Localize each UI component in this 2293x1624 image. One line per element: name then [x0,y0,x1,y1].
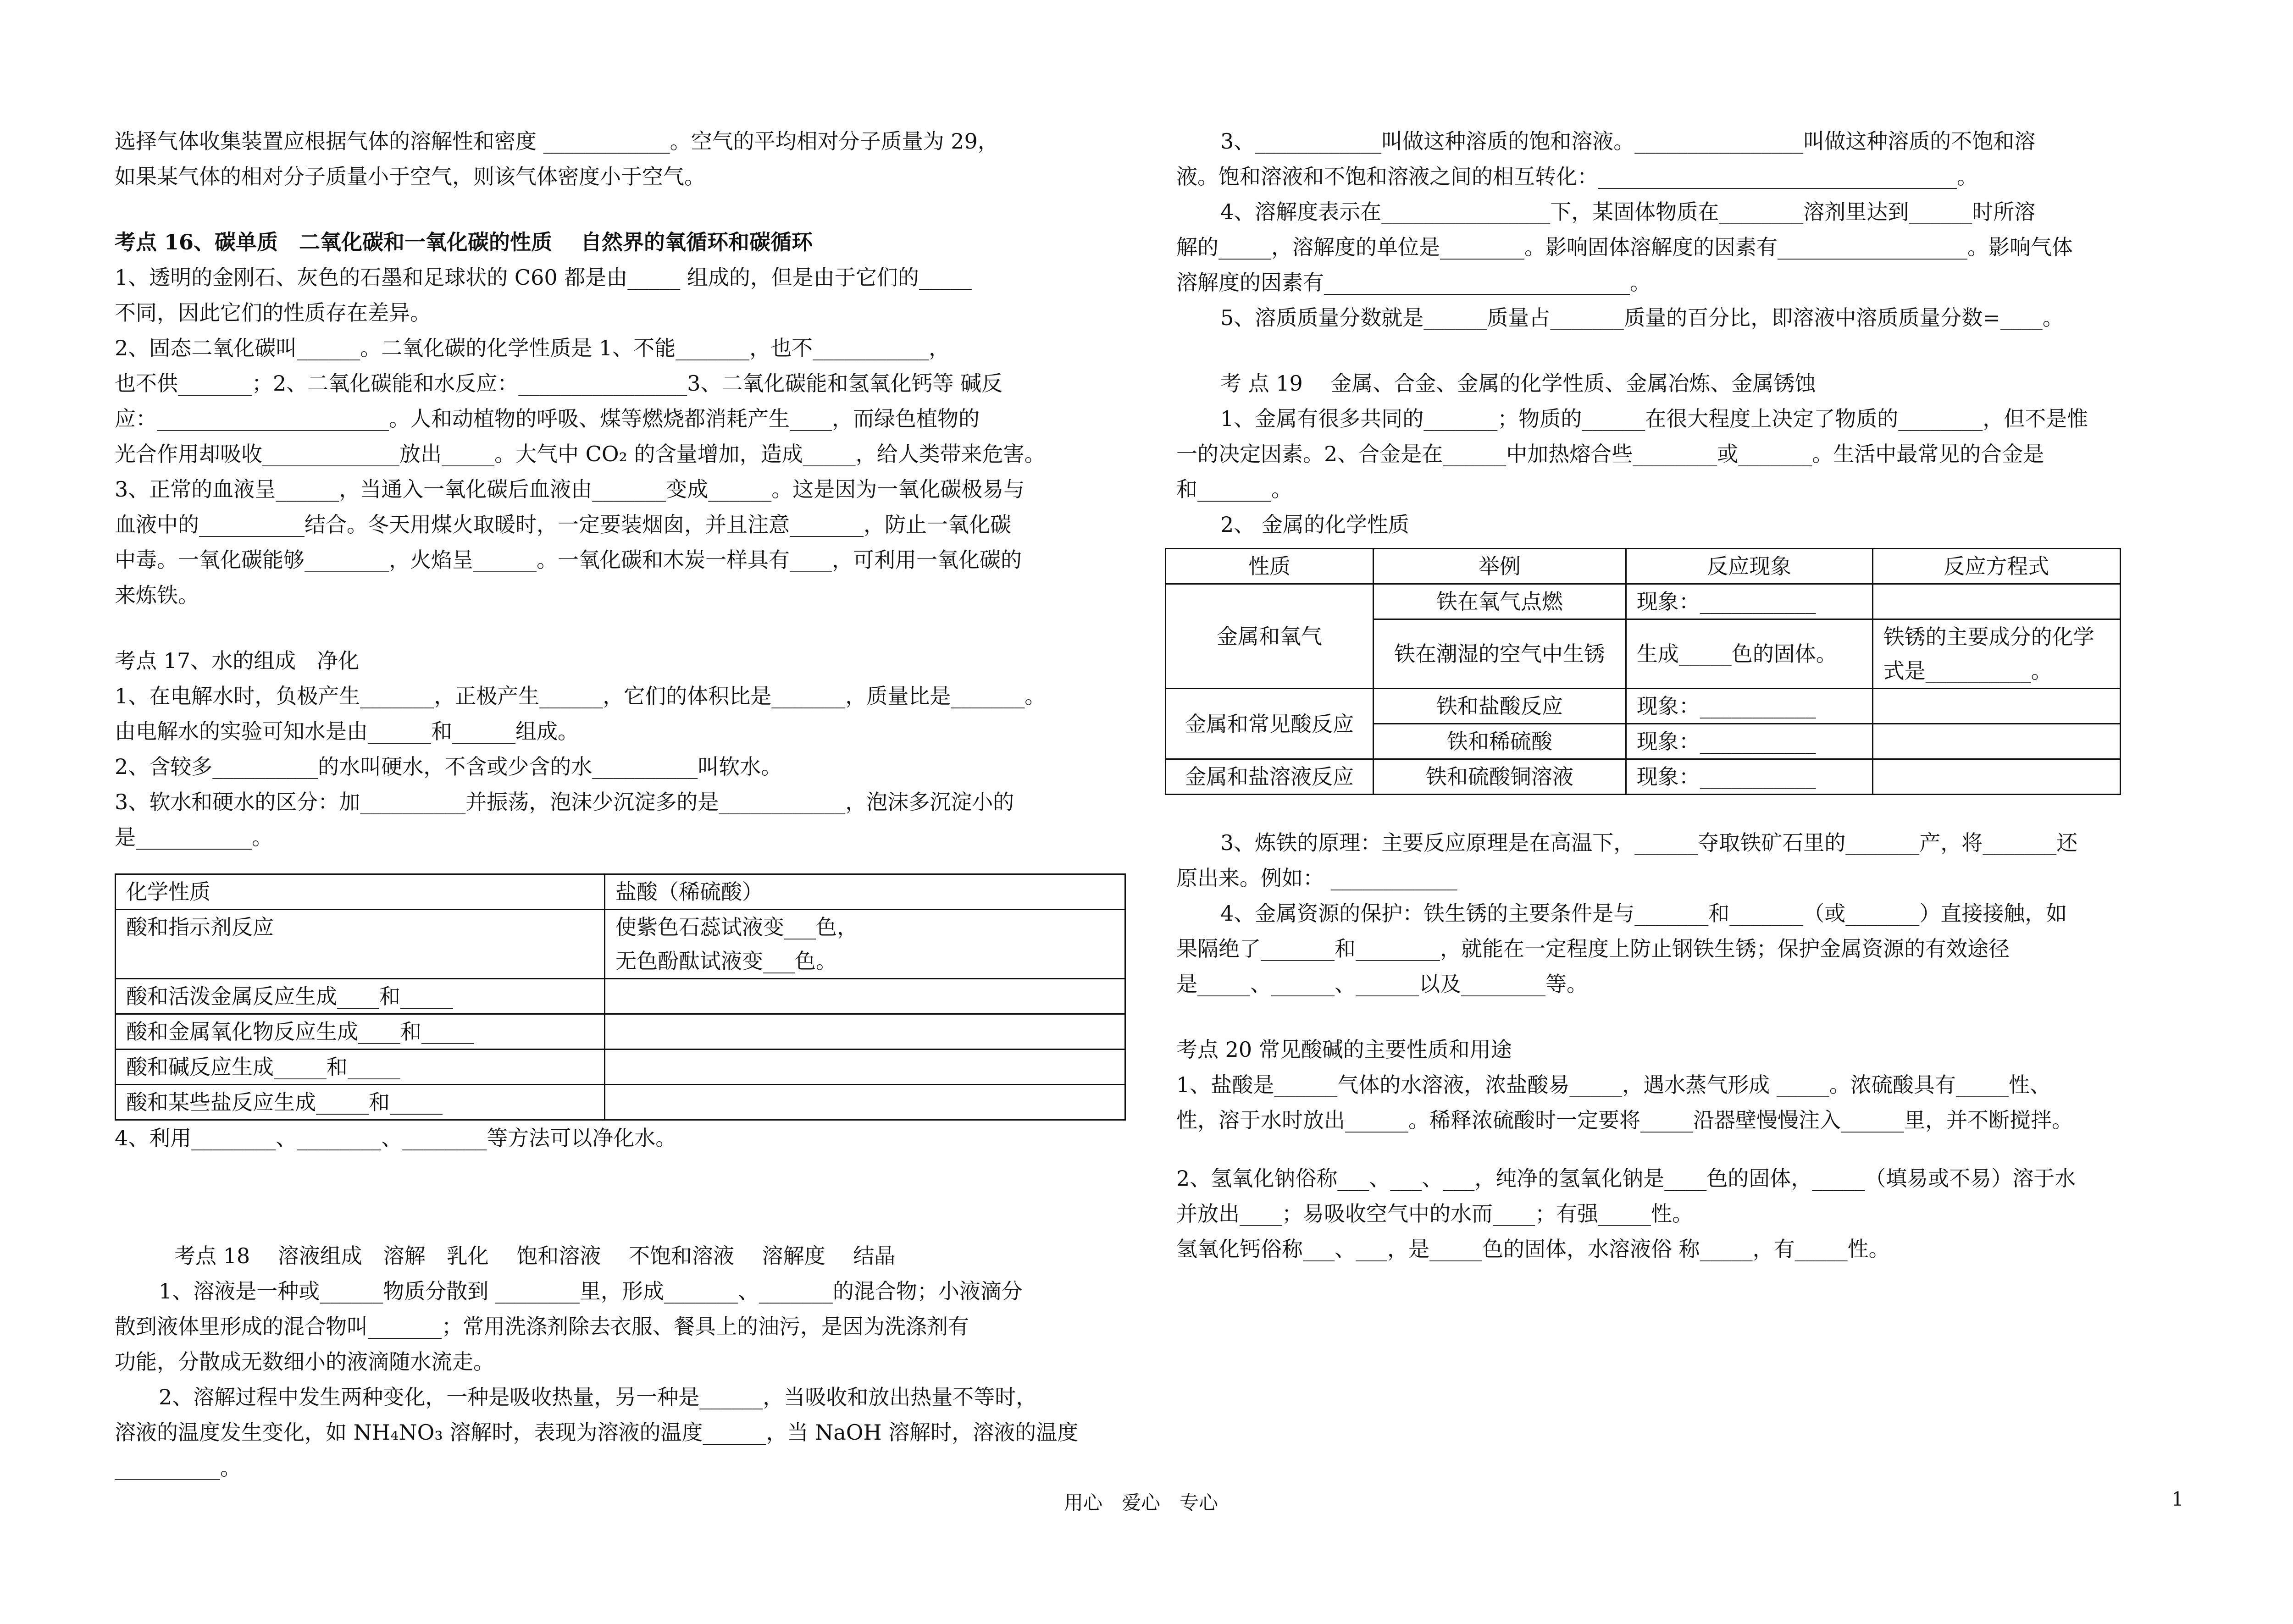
body-line: 3、____________叫做这种溶质的饱和溶液。________________叫做这种溶质的不饱和溶 [1220,129,2036,154]
acid-properties-table [115,873,1126,1121]
table-header-cell: 性质 [1166,549,1374,584]
table-cell: 铁在潮湿的空气中生锈 [1373,619,1626,689]
table-cell: 生成_____色的固体。 [1626,619,1872,689]
intro-line: 选择气体收集装置应根据气体的溶解性和密度 ____________。空气的平均相对分子质量为 29， [115,129,999,154]
body-line: 也不供_______；2、二氧化碳能和水反应：________________3、二氧化碳能和氢氧化钙等 碱反 [115,371,1003,396]
table-header-cell: 化学性质 [116,874,605,910]
table-cell [1872,689,2120,724]
table-cell: 金属和盐溶液反应 [1166,759,1374,795]
body-line: 是___________。 [115,825,273,850]
body-line: 光合作用却吸收_____________放出_____。大气中 CO₂ 的含量增加，造成_____，给人类带来危害。 [115,442,1046,466]
table-row [1166,584,2121,619]
footer-motto: 用心 爱心 专心 [1064,1491,1219,1514]
table-cell: 酸和活泼金属反应生成____和_____ [116,979,605,1014]
table-header-cell: 反应方程式 [1872,549,2120,584]
table-row [116,910,1125,979]
body-line: 和_______。 [1176,477,1292,502]
body-line: 1、金属有很多共同的_______；物质的______在很大程度上决定了物质的________，但不是惟 [1220,406,2088,431]
table-header-row [1166,549,2121,584]
body-line: 溶液的温度发生变化，如 NH₄NO₃ 溶解时，表现为溶液的温度______，当 NaOH 溶解时，溶液的温度__________。 [115,1420,1079,1480]
subheading: 2、 金属的化学性质 [1220,512,1409,537]
table-row [1166,759,2121,795]
body-line: 血液中的__________结合。冬天用煤火取暖时，一定要装烟囱，并且注意_______，防止一氧化碳 [115,512,1011,537]
body-line: 1、溶液是一种或______物质分散到 ________里，形成_______、_______的混合物；小液滴分 [159,1279,1023,1304]
table-cell: 现象：___________ [1626,584,1872,619]
body-line: 3、正常的血液呈______，当通入一氧化碳后血液由_______变成______。这是因为一氧化碳极易与 [115,477,1025,502]
body-line: 3、炼铁的原理：主要反应原理是在高温下，______夺取铁矿石里的_______产，将_______还 [1220,830,2078,855]
table-row [1166,689,2121,724]
table-row [116,1014,1125,1050]
body-line: 功能，分散成无数细小的液滴随水流走。 [115,1349,494,1374]
body-line: 溶解度的因素有_____________________________。 [1176,270,1651,295]
table-row [116,1050,1125,1085]
body-line: 液。饱和溶液和不饱和溶液之间的相互转化：__________________________________。 [1176,164,1978,189]
metal-properties-table [1165,548,2121,795]
table-cell: 铁和盐酸反应 [1373,689,1626,724]
right-column [1176,124,2197,1267]
section-heading-16: 考点 16、碳单质 二氧化碳和一氧化碳的性质 自然界的氧循环和碳循环 [115,230,813,254]
body-line: 2、溶解过程中发生两种变化，一种是吸收热量，另一种是______，当吸收和放出热量不等时， [159,1385,1037,1409]
intro-line: 如果某气体的相对分子质量小于空气，则该气体密度小于空气。 [115,164,705,189]
table-cell: 现象：___________ [1626,689,1872,724]
table-cell: 金属和氧气 [1166,584,1374,689]
body-line: 4、溶解度表示在________________下，某固体物质在________溶剂里达到______时所溶 [1220,199,2036,224]
table-cell: 酸和碱反应生成_____和_____ [116,1050,605,1085]
body-line: 散到液体里形成的混合物叫_______；常用洗涤剂除去衣服、餐具上的油污，是因为洗涤剂有 [115,1314,969,1339]
body-line: 2、氢氧化钠俗称___、___、___，纯净的氢氧化钠是____色的固体，_____（填易或不易）溶于水 [1176,1166,2076,1191]
table-cell: 现象：___________ [1626,759,1872,795]
table-header-cell: 盐酸（稀硫酸） [605,874,1125,910]
table-cell [605,1085,1125,1120]
body-line: 是_____、______、______以及________等。 [1176,972,1588,996]
section-heading-17: 考点 17、水的组成 净化 [115,648,360,673]
table-cell [1872,724,2120,759]
table-cell: 金属和常见酸反应 [1166,689,1374,759]
table-header-cell: 举例 [1373,549,1626,584]
section-heading-18: 考点 18 溶液组成 溶解 乳化 饱和溶液 不饱和溶液 溶解度 结晶 [174,1243,896,1268]
body-line: 中毒。一氧化碳能够________，火焰呈______。一氧化碳和木炭一样具有____，可利用一氧化碳的 [115,547,1022,572]
body-line: 5、溶质质量分数就是______质量占_______质量的百分比，即溶液中溶质质量分数=____。 [1220,305,2064,330]
table-cell: 酸和某些盐反应生成_____和_____ [116,1085,605,1120]
body-line: 原出来。例如： ____________ [1176,866,1457,890]
body-line: 由电解水的实验可知水是由______和______组成。 [115,719,579,744]
body-line: 4、金属资源的保护：铁生锈的主要条件是与_______和_______（或_______）直接接触，如 [1220,901,2067,926]
body-line: 一的决定因素。2、合金是在______中加热熔合些________或_______。生活中最常见的合金是 [1176,442,2044,466]
table-cell: 铁锈的主要成分的化学式是__________。 [1872,619,2120,689]
body-line: 来炼铁。 [115,583,199,608]
table-cell [1872,584,2120,619]
body-line: 应：______________________。人和动植物的呼吸、煤等燃烧都消耗产生____，而绿色植物的 [115,406,980,431]
body-line: 解的_____，溶解度的单位是________。影响固体溶解度的因素有__________________。影响气体 [1176,235,2073,260]
body-line: 1、盐酸是______气体的水溶液，浓盐酸易_____，遇水蒸气形成 _____。浓硫酸具有_____性、 [1176,1072,2051,1097]
body-line: 2、含较多__________的水叫硬水，不含或少含的水__________叫软水。 [115,754,782,779]
table-cell [605,979,1125,1014]
section-heading-19: 考 点 19 金属、合金、金属的化学性质、金属冶炼、金属锈蚀 [1220,371,1816,396]
table-cell: 铁在氧气点燃 [1373,584,1626,619]
table-cell [605,1050,1125,1085]
body-line: 不同，因此它们的性质存在差异。 [115,300,431,325]
table-cell: 酸和指示剂反应 [116,910,605,979]
body-line: 4、利用________、________、________等方法可以净化水。 [115,1126,677,1150]
table-cell: 酸和金属氧化物反应生成____和_____ [116,1014,605,1050]
section-heading-20: 考点 20 常见酸碱的主要性质和用途 [1176,1037,1512,1062]
table-header-row [116,874,1125,910]
table-cell: 现象：___________ [1626,724,1872,759]
table-cell: 铁和硫酸铜溶液 [1373,759,1626,795]
body-line: 1、在电解水时，负极产生_______，正极产生______，它们的体积比是_______，质量比是_______。 [115,684,1046,708]
table-header-cell: 反应现象 [1626,549,1872,584]
table-row [116,979,1125,1014]
table-cell [1872,759,2120,795]
body-line: 3、软水和硬水的区分：加__________并振荡，泡沫少沉淀多的是____________，泡沫多沉淀小的 [115,790,1014,814]
table-row [116,1085,1125,1120]
table-cell: 铁和稀硫酸 [1373,724,1626,759]
body-line: 果隔绝了_______和________，就能在一定程度上防止钢铁生锈；保护金属资源的有效途径 [1176,936,2010,961]
body-line: 性，溶于水时放出______。稀释浓硫酸时一定要将_____沿器壁慢慢注入______里，并不断搅拌。 [1176,1108,2073,1132]
left-column [115,124,1124,1486]
body-line: 2、固态二氧化碳叫______。二氧化碳的化学性质是 1、不能_______，也不___________， [115,336,950,360]
body-line: 1、透明的金刚石、灰色的石墨和足球状的 C60 都是由_____ 组成的，但是由于它们的_____ [115,265,972,290]
table-cell [605,1014,1125,1050]
page-number: 1 [2171,1488,2184,1510]
body-line: 氢氧化钙俗称___、___，是_____色的固体，水溶液俗 称_____，有_____性。 [1176,1237,1890,1261]
table-cell: 使紫色石蕊试液变___色， 无色酚酞试液变___色。 [605,910,1125,979]
body-line: 并放出____；易吸收空气中的水而____；有强_____性。 [1176,1201,1693,1226]
